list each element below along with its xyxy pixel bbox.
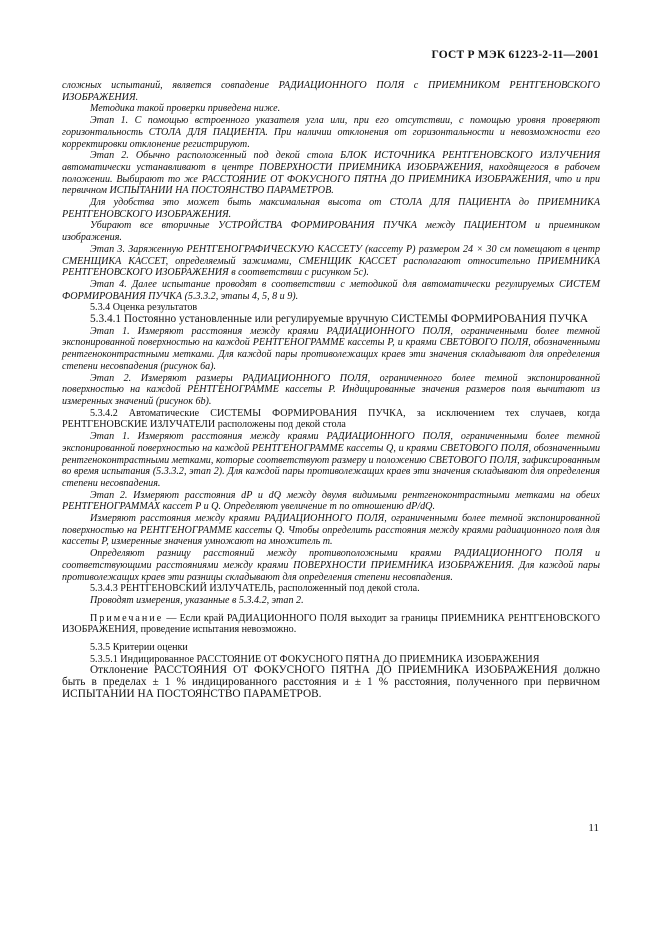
paragraph: Этап 4. Далее испытание проводят в соответствии с методикой для автоматически регулируемых СИСТЕМ ФОРМИРОВАНИЯ ПУЧКА (5.3.3.2, этапы 4, 5, 8 и 9).: [62, 278, 600, 302]
section-heading: 5.3.4.2 Автоматические СИСТЕМЫ ФОРМИРОВАНИЯ ПУЧКА, за исключением тех случаев, когда РЕНТГЕНОВСКИЕ ИЗЛУЧАТЕЛИ расположены под декой стола: [62, 407, 600, 431]
paragraph: Этап 2. Обычно расположенный под декой стола БЛОК ИСТОЧНИКА РЕНТГЕНОВСКОГО ИЗЛУЧЕНИЯ автоматически устанавливают в центре ПОВЕРХНОСТИ ПРИЕМНИКА ИЗОБРАЖЕНИЯ, находящегося в рабочем положении. Выбирают то же РАССТОЯНИЕ ОТ ФОКУСНОГО ПЯТНА ДО ПРИЕМНИКА ИЗОБРАЖЕНИЯ, что и при первичном ИСПЫТАНИИ НА ПОСТОЯНСТВО ПАРАМЕТРОВ.: [62, 150, 600, 197]
section-heading: 5.3.4.1 Постоянно установленные или регулируемые вручную СИСТЕМЫ ФОРМИРОВАНИЯ ПУЧКА: [90, 313, 589, 326]
paragraph: Этап 2. Измеряют размеры РАДИАЦИОННОГО ПОЛЯ, ограниченного более темной экспонированной поверхностью на каждой РЕНТГЕНОГРАММЕ кассеты P. Индицированные значения размеров поля вычитают из измеренных значений (рисунок 6b).: [62, 372, 600, 407]
paragraph: Отклонение РАССТОЯНИЯ ОТ ФОКУСНОГО ПЯТНА ДО ПРИЕМНИКА ИЗОБРАЖЕНИЯ должно быть в пределах ± 1 % индицированного расстояния и ± 1 % расстояния, полученного при первичном ИСПЫТАНИИ НА ПОСТОЯНСТВО ПАРАМЕТРОВ.: [62, 664, 600, 700]
page-number: 11: [588, 822, 599, 834]
section-heading: 5.3.4 Оценка результатов: [90, 302, 198, 314]
paragraph: Проводят измерения, указанные в 5.3.4.2, этап 2.: [90, 594, 304, 606]
paragraph: Для удобства это может быть максимальная высота от СТОЛА ДЛЯ ПАЦИЕНТА до ПРИЕМНИКА РЕНТГЕНОВСКОГО ИЗОБРАЖЕНИЯ.: [62, 197, 600, 220]
section-heading: 5.3.4.3 РЕНТГЕНОВСКИЙ ИЗЛУЧАТЕЛЬ, расположенный под декой стола.: [90, 583, 420, 595]
paragraph: Этап 1. Измеряют расстояния между краями РАДИАЦИОННОГО ПОЛЯ, ограниченными более темной экспонированной поверхностью на каждой РЕНТГЕНОГРАММЕ кассеты Q, и краями СВЕТОВОГО ПОЛЯ, обозначенными рентгеноконтрастными метками, которые соответствуют размеру и положению СВЕТОВОГО ПОЛЯ, зафиксированным во время испытания (5.3.3.2, этап 2). Для каждой пары противолежащих краев эти значения складывают для определения степени несовпадения.: [62, 431, 600, 489]
paragraph: Измеряют расстояния между краями РАДИАЦИОННОГО ПОЛЯ, ограниченными более темной экспонированной поверхностью на РЕНТГЕНОГРАММЕ кассеты Q. Чтобы определить расстояния между краями радиационного поля для кассеты P, измеренные значения умножают на множитель m.: [62, 513, 600, 548]
note: [62, 613, 600, 636]
note-label: Примечание: [90, 612, 164, 624]
paragraph: Этап 3. Заряженную РЕНТГЕНОГРАФИЧЕСКУЮ КАССЕТУ (кассету P) размером 24 × 30 см помещают в центр СМЕНЩИКА КАССЕТ, определяемый зажимами, СМЕНЩИК КАССЕТ располагают относительно ПРИЕМНИКА РЕНТГЕНОВСКОГО ИЗОБРАЖЕНИЯ в соответствии с рисунком 5c).: [62, 243, 600, 279]
paragraph: Определяют разницу расстояний между противоположными краями РАДИАЦИОННОГО ПОЛЯ и соответствующими расстояниями между краями ПОВЕРХНОСТИ ПРИЕМНИКА ИЗОБРАЖЕНИЯ. Для каждой пары противолежащих краев эти разницы складывают для определения степени несовпадения.: [62, 548, 600, 583]
section-heading: 5.3.5.1 Индицированное РАССТОЯНИЕ ОТ ФОКУСНОГО ПЯТНА ДО ПРИЕМНИКА ИЗОБРАЖЕНИЯ: [90, 653, 540, 665]
paragraph: Убирают все вторичные УСТРОЙСТВА ФОРМИРОВАНИЯ ПУЧКА между ПАЦИЕНТОМ и приемником изображения.: [62, 220, 600, 244]
document-header: ГОСТ Р МЭК 61223-2-11—2001: [431, 49, 599, 61]
paragraph: Методика такой проверки приведена ниже.: [90, 103, 281, 115]
paragraph: сложных испытаний, является совпадение РАДИАЦИОННОГО ПОЛЯ с ПРИЕМНИКОМ РЕНТГЕНОВСКОГО ИЗОБРАЖЕНИЯ.: [62, 80, 600, 103]
paragraph: Этап 1. С помощью встроенного указателя угла или, при его отсутствии, с помощью уровня проверяют горизонтальность СТОЛА ДЛЯ ПАЦИЕНТА. При наличии отклонения от горизонтальности и невозможности его корректировки отклонение регистрируют.: [62, 115, 600, 150]
paragraph: Этап 2. Измеряют расстояния dP и dQ между двумя видимыми рентгеноконтрастными метками на обеих РЕНТГЕНОГРАММАХ кассет P и Q. Определяют увеличение m по отношению dP/dQ.: [62, 489, 600, 513]
note-text: — Если край РАДИАЦИОННОГО ПОЛЯ выходит за границы ПРИЕМНИКА РЕНТГЕНОВСКОГО ИЗОБРАЖЕНИЯ, проведение испытания невозможно.: [62, 612, 600, 636]
document-body: [62, 80, 600, 701]
section-heading: 5.3.5 Критерии оценки: [90, 642, 188, 654]
paragraph: Этап 1. Измеряют расстояния между краями РАДИАЦИОННОГО ПОЛЯ, ограниченными более темной экспонированной поверхностью на каждой РЕНТГЕНОГРАММЕ кассеты P, и краями СВЕТОВОГО ПОЛЯ, обозначенными рентгеноконтрастными метками. Для каждой пары противолежащих краев эти значения складывают для определения степени несовпадения (рисунок 6a).: [62, 325, 600, 372]
